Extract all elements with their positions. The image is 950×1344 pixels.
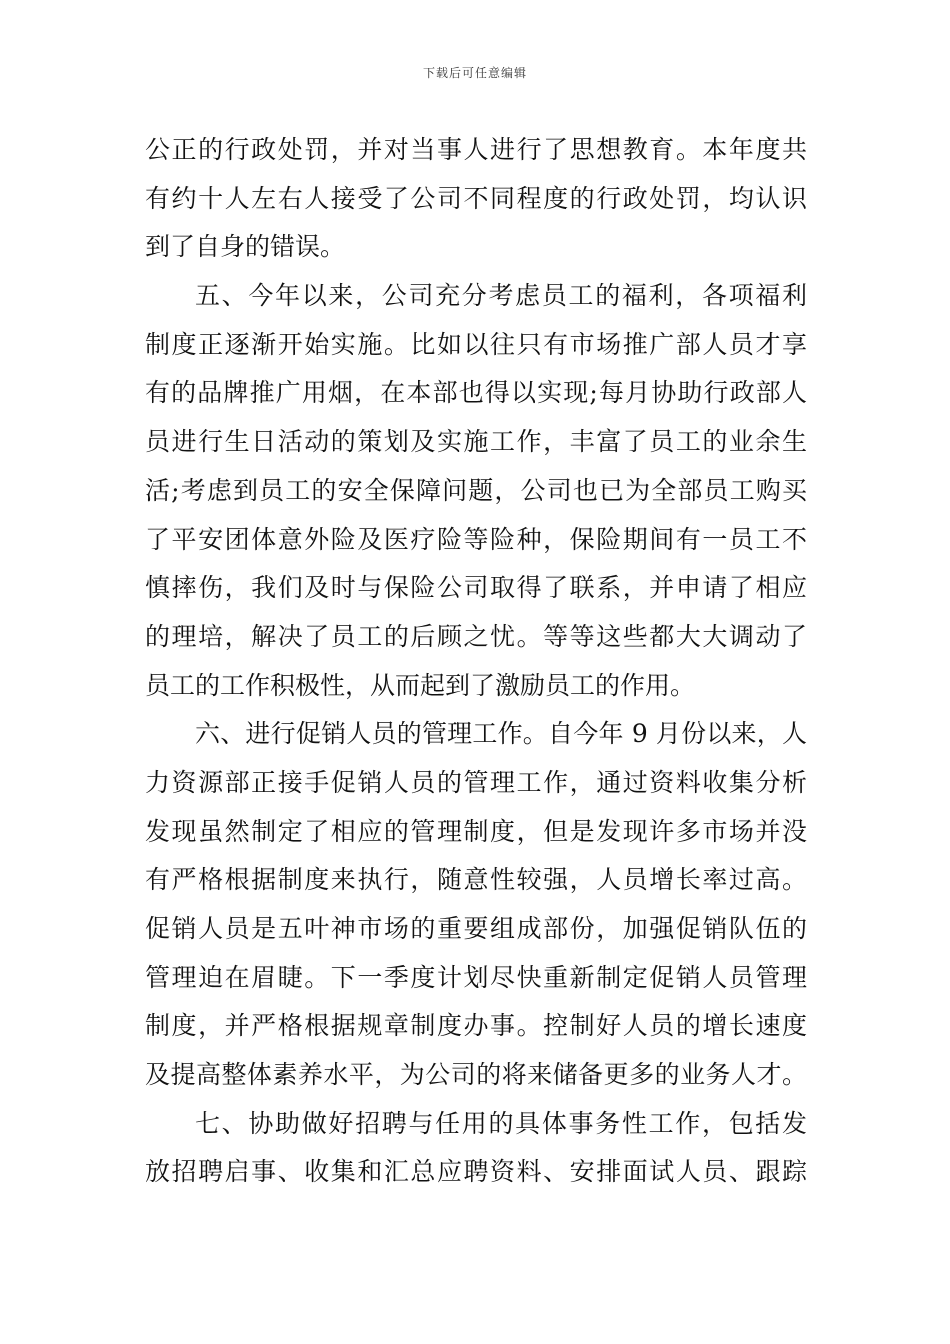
text-line: 六、进行促销人员的管理工作。自今年 9 月份以来，人 [195, 719, 807, 749]
text-line: 制度正逐渐开始实施。比如以往只有市场推广部人员才享 [145, 329, 807, 359]
text-line: 力资源部正接手促销人员的管理工作，通过资料收集分析 [145, 767, 807, 797]
document-body [145, 126, 807, 1197]
text-line: 员进行生日活动的策划及实施工作，丰富了员工的业余生 [145, 427, 807, 457]
text-line: 到了自身的错误。 [145, 232, 346, 262]
text-line: 的理培，解决了员工的后顾之忧。等等这些都大大调动了 [145, 621, 807, 651]
text-line: 公正的行政处罚，并对当事人进行了思想教育。本年度共 [145, 135, 807, 164]
text-line: 促销人员是五叶神市场的重要组成部份，加强促销队伍的 [145, 914, 807, 943]
text-line: 发现虽然制定了相应的管理制度，但是发现许多市场并没 [145, 816, 807, 846]
text-line: 及提高整体素养水平，为公司的将来储备更多的业务人才。 [145, 1060, 807, 1090]
text-line: 五、今年以来，公司充分考虑员工的福利，各项福利 [195, 281, 807, 311]
text-line: 了平安团体意外险及医疗险等险种，保险期间有一员工不 [145, 524, 807, 554]
text-line: 有约十人左右人接受了公司不同程度的行政处罚，均认识 [145, 183, 807, 213]
text-line: 活;考虑到员工的安全保障问题，公司也已为全部员工购买 [145, 475, 807, 505]
text-line: 慎摔伤，我们及时与保险公司取得了联系，并申请了相应 [145, 573, 807, 603]
text-line: 管理迫在眉睫。下一季度计划尽快重新制定促销人员管理 [145, 962, 807, 992]
text-line: 员工的工作积极性，从而起到了激励员工的作用。 [145, 670, 696, 700]
text-line: 放招聘启事、收集和汇总应聘资料、安排面试人员、跟踪 [145, 1157, 807, 1187]
text-line: 制度，并严格根据规章制度办事。控制好人员的增长速度 [145, 1011, 807, 1041]
text-line: 有严格根据制度来执行，随意性较强，人员增长率过高。 [145, 865, 807, 895]
text-line: 七、协助做好招聘与任用的具体事务性工作，包括发 [195, 1108, 807, 1138]
page-header: 下载后可任意编辑 [422, 66, 527, 80]
text-line: 有的品牌推广用烟，在本部也得以实现;每月协助行政部人 [145, 378, 807, 408]
